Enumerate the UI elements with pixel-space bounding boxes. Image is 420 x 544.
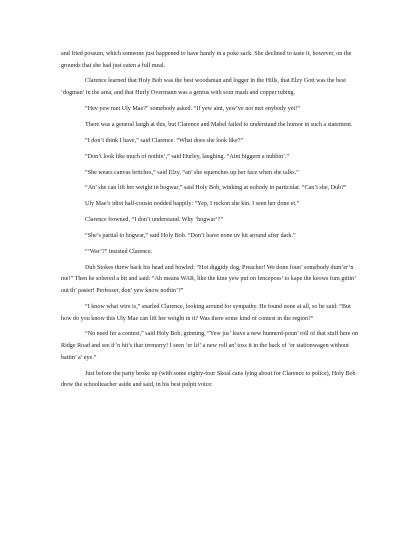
- paragraph: “She wears canvas britches,” said Elzy, “an’ she squenches up her face when she talks.”: [85, 169, 299, 176]
- paragraph: “No need fer a contest,” said Holy Bob, grinning, “Yew jus’ leave a new hunnerd-poun’ roll of that stuff here on Ridge Road and see if’n hit’s thar termorry! I seen ‘er lif’ a new roll an’ toss it in the back of ‘er stationwagen without battin’ a’ eye.”: [61, 331, 359, 361]
- paragraph: “I don’t think I have,” said Clarence. “What does she look like?”: [85, 137, 244, 144]
- paragraph: “Hev yew met Uly Mae?” somebody asked. “If yew aint, yew’ve not met enybody yet!”: [85, 105, 300, 112]
- paragraph: “She’s partial to hogwar,” said Holy Bob. “Don’t leave none uv hit around after dark.”: [85, 233, 296, 240]
- paragraph: Dub Stokes threw back his head and howled: “Hot diggidy dog, Preacher! We done foun’ somebody dum’er’n me!” Then he sobered a bit and said: “Ah means WAR, like the kine yew put on fenceposs’ to kape the keows fum gittin’ out th’ paster! Perfesser, don’ yew know nothin’?”: [61, 264, 356, 295]
- paragraph: Just before the party broke up (with some eighty-four Skoal cans lying about for Clarence to police), Holy Bob drew the schoolteacher aside and said, in his best pulpit voice:: [61, 370, 356, 389]
- paragraph: “An’ she can lift her weight in hogwar,” said Holy Bob, winking at nobody in particular. “Can’t she, Dub?”: [85, 185, 347, 192]
- paragraph: There was a general laugh at this, but Clarence and Mabel failed to understand the humor in such a statement.: [85, 121, 353, 128]
- paragraph: and fried possum, which someone just happened to have handy in a poke sack. She declined to taste it, however, on the grounds that she had just eaten a full meal.: [61, 51, 352, 69]
- paragraph: “Don’t look like much of nothin’,” said Hurley, laughing. “Aint biggern a nubbin’.”: [85, 153, 290, 160]
- paragraph: Clarence learned that Holy Bob was the best woodsman and logger in the Hills, that Elzy Gott was the best ‘dogman’ in the area, and that Hurly Overmann was a genius with sour mash and copper tubing.: [61, 78, 346, 97]
- paragraph: “‘War’?” insisted Clarence.: [85, 248, 153, 255]
- paragraph: Clarence frowned, “I don’t understand. Why ‘hogwar’?”: [85, 217, 224, 224]
- paragraph: Uly Mae’s idiot half-cousin nodded happily: “Yep, I reckon she kin. I seen her done et.”: [85, 201, 300, 208]
- paragraph: “I know what wire is,” snarled Clarence, looking around for sympathy. He found none at all, so he said: “But how do you know this Uly Mae can lift her weight in it? Was there some kind of contest in the region?”: [61, 303, 351, 322]
